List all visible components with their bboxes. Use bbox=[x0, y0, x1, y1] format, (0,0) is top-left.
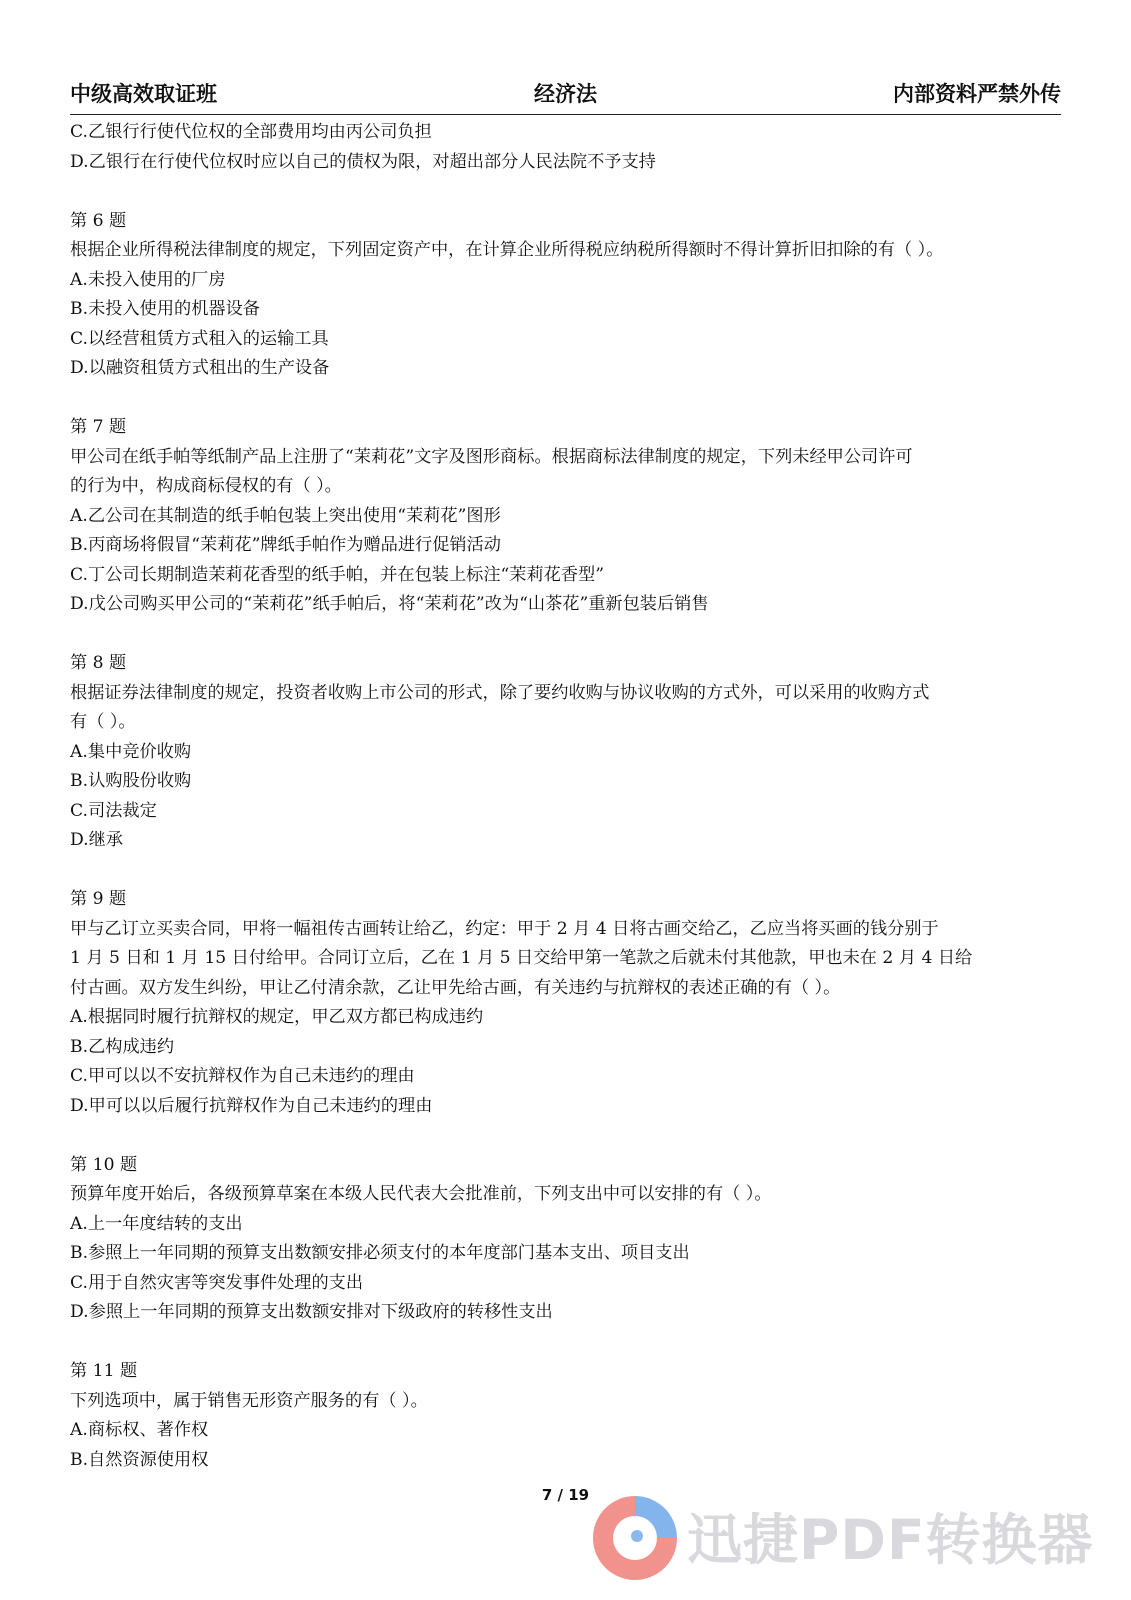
option-a: A.集中竞价收购 bbox=[70, 741, 192, 762]
question-stem: 甲与乙订立买卖合同，甲将一幅祖传古画转让给乙，约定：甲于 2 月 4 日将古画交给乙，乙应当将买画的钱分别于 bbox=[70, 918, 939, 939]
question-stem: 预算年度开始后，各级预算草案在本级人民代表大会批准前，下列支出中可以安排的有（ ）。 bbox=[70, 1184, 772, 1204]
option-b: B.未投入使用的机器设备 bbox=[70, 299, 260, 319]
header-subject: 经济法 bbox=[534, 82, 597, 106]
option-d: D.参照上一年同期的预算支出数额安排对下级政府的转移性支出 bbox=[70, 1302, 553, 1322]
watermark bbox=[585, 1488, 1105, 1588]
option-a: A.根据同时履行抗辩权的规定，甲乙双方都已构成违约 bbox=[70, 1007, 484, 1027]
question-title: 第 6 题 bbox=[70, 210, 127, 231]
continued-option: C.乙银行行使代位权的全部费用均由丙公司负担 bbox=[70, 122, 432, 142]
watermark-text: 迅捷PDF转换器 bbox=[687, 1508, 1094, 1572]
option-d: D.继承 bbox=[70, 830, 124, 850]
header-course-title: 中级高效取证班 bbox=[70, 82, 217, 106]
question-title: 第 10 题 bbox=[70, 1154, 138, 1175]
option-d: D.甲可以以后履行抗辩权作为自己未违约的理由 bbox=[70, 1095, 433, 1116]
question-6 bbox=[70, 207, 1061, 384]
option-a: A.乙公司在其制造的纸手帕包装上突出使用“茉莉花”图形 bbox=[70, 505, 501, 526]
question-8 bbox=[70, 649, 1061, 856]
question-title: 第 9 题 bbox=[70, 889, 127, 909]
continued-option: D.乙银行在行使代位权时应以自己的债权为限，对超出部分人民法院不予支持 bbox=[70, 151, 656, 172]
option-b: B.丙商场将假冒“茉莉花”牌纸手帕作为赠品进行促销活动 bbox=[70, 535, 501, 555]
option-d: D.戊公司购买甲公司的“茉莉花”纸手帕后，将“茉莉花”改为“山茶花”重新包装后销售 bbox=[70, 594, 709, 614]
question-7 bbox=[70, 413, 1061, 620]
question-stem: 1 月 5 日和 1 月 15 日付给甲。合同订立后，乙在 1 月 5 日交给甲第一笔款之后就未付其他款，甲也未在 2 月 4 日给 bbox=[70, 948, 973, 968]
option-c: C.甲可以以不安抗辩权作为自己未违约的理由 bbox=[70, 1066, 415, 1086]
question-title: 第 8 题 bbox=[70, 653, 127, 673]
question-stem: 甲公司在纸手帕等纸制产品上注册了“茉莉花”文字及图形商标。根据商标法律制度的规定，下列未经甲公司许可 bbox=[70, 446, 913, 467]
question-9 bbox=[70, 885, 1061, 1121]
option-b: B.乙构成违约 bbox=[70, 1036, 175, 1057]
option-b: B.自然资源使用权 bbox=[70, 1449, 209, 1470]
option-d: D.以融资租赁方式租出的生产设备 bbox=[70, 358, 330, 378]
watermark-logo-icon bbox=[585, 1488, 685, 1588]
option-a: A.上一年度结转的支出 bbox=[70, 1213, 243, 1234]
document-body bbox=[70, 118, 1061, 1475]
page-number: 7 / 19 bbox=[541, 1486, 590, 1504]
option-c: C.用于自然灾害等突发事件处理的支出 bbox=[70, 1272, 364, 1293]
question-title: 第 7 题 bbox=[70, 417, 127, 437]
question-title: 第 11 题 bbox=[70, 1361, 138, 1381]
option-b: B.参照上一年同期的预算支出数额安排必须支付的本年度部门基本支出、项目支出 bbox=[70, 1243, 690, 1263]
page-header bbox=[70, 82, 1061, 115]
header-confidential-notice: 内部资料严禁外传 bbox=[893, 82, 1061, 106]
question-stem: 有（ ）。 bbox=[70, 712, 136, 732]
question-stem: 下列选项中，属于销售无形资产服务的有（ ）。 bbox=[70, 1390, 428, 1411]
option-a: A.商标权、著作权 bbox=[70, 1420, 209, 1440]
question-stem: 付古画。双方发生纠纷，甲让乙付清余款，乙让甲先给古画，有关违约与抗辩权的表述正确的有（ ）。 bbox=[70, 977, 841, 998]
option-a: A.未投入使用的厂房 bbox=[70, 269, 226, 290]
option-b: B.认购股份收购 bbox=[70, 771, 192, 791]
question-stem: 根据证券法律制度的规定，投资者收购上市公司的形式，除了要约收购与协议收购的方式外，可以采用的收购方式 bbox=[70, 682, 930, 703]
question-10 bbox=[70, 1151, 1061, 1328]
question-11 bbox=[70, 1357, 1061, 1475]
option-c: C.丁公司长期制造茉莉花香型的纸手帕，并在包装上标注“茉莉花香型” bbox=[70, 564, 605, 585]
question-stem: 的行为中，构成商标侵权的有（ ）。 bbox=[70, 476, 342, 496]
option-c: C.司法裁定 bbox=[70, 800, 157, 821]
option-c: C.以经营租赁方式租入的运输工具 bbox=[70, 328, 329, 349]
question-stem: 根据企业所得税法律制度的规定，下列固定资产中，在计算企业所得税应纳税所得额时不得计算折旧扣除的有（ ）。 bbox=[70, 240, 944, 260]
